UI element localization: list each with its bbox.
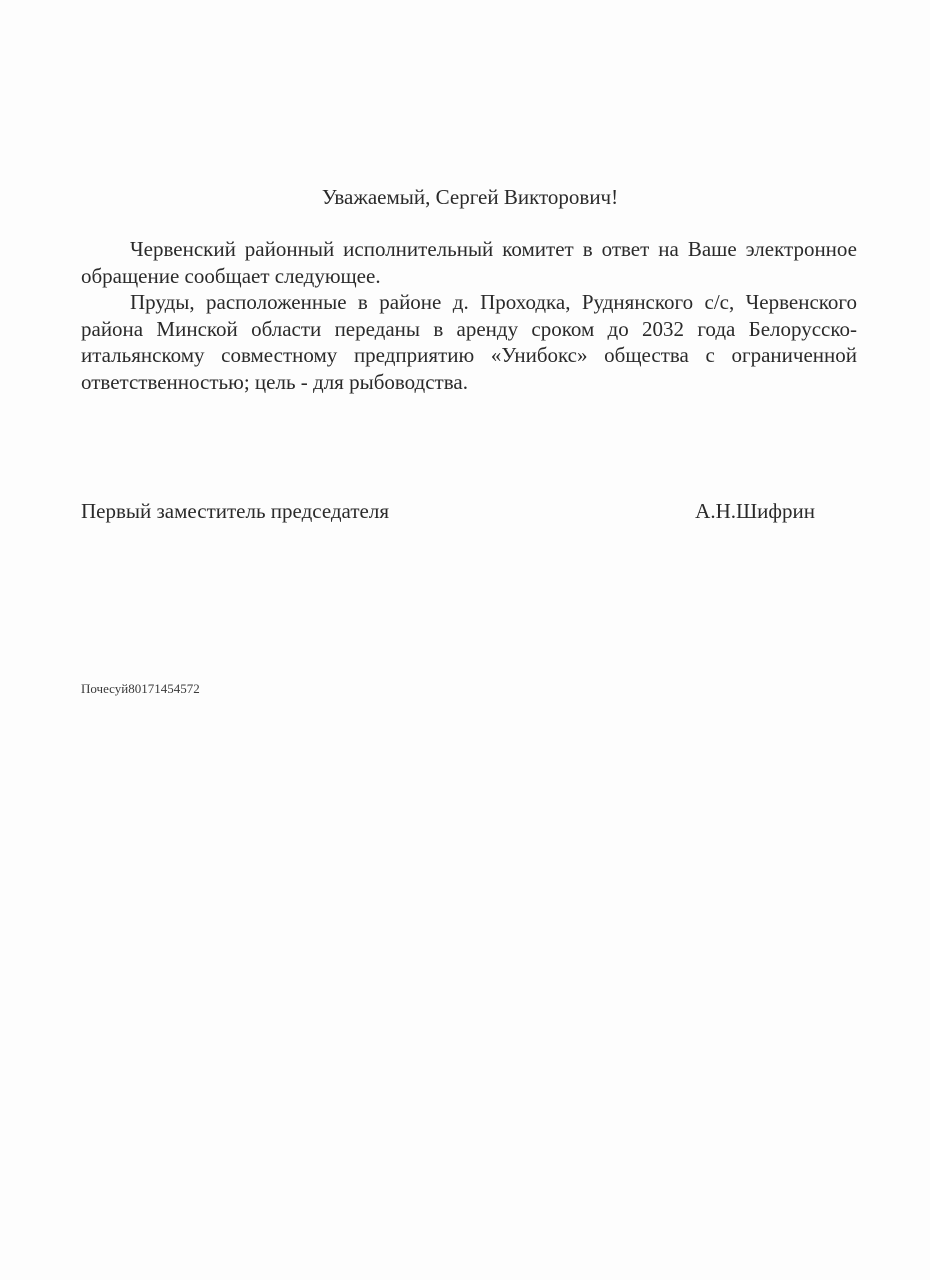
letter-body: [81, 236, 857, 395]
signer-title: Первый заместитель председателя: [81, 499, 389, 523]
salutation: Уважаемый, Сергей Викторович!: [321, 185, 619, 209]
paragraph-response-intro: Червенский районный исполнительный комитет в ответ на Ваше электронное обращение сообщает следующее.: [81, 237, 857, 288]
signer-name: А.Н.Шифрин: [695, 499, 815, 523]
paragraph-ponds-lease: Пруды, расположенные в районе д. Проходка, Руднянского с/с, Червенского района Минской области переданы в аренду сроком до 2032 года Белорусско-итальянскому совместному предприятию «Унибокс» общества с ограниченной ответственностью; цель - для рыбоводства.: [81, 290, 857, 394]
executor-note: Почесуй80171454572: [81, 681, 200, 696]
